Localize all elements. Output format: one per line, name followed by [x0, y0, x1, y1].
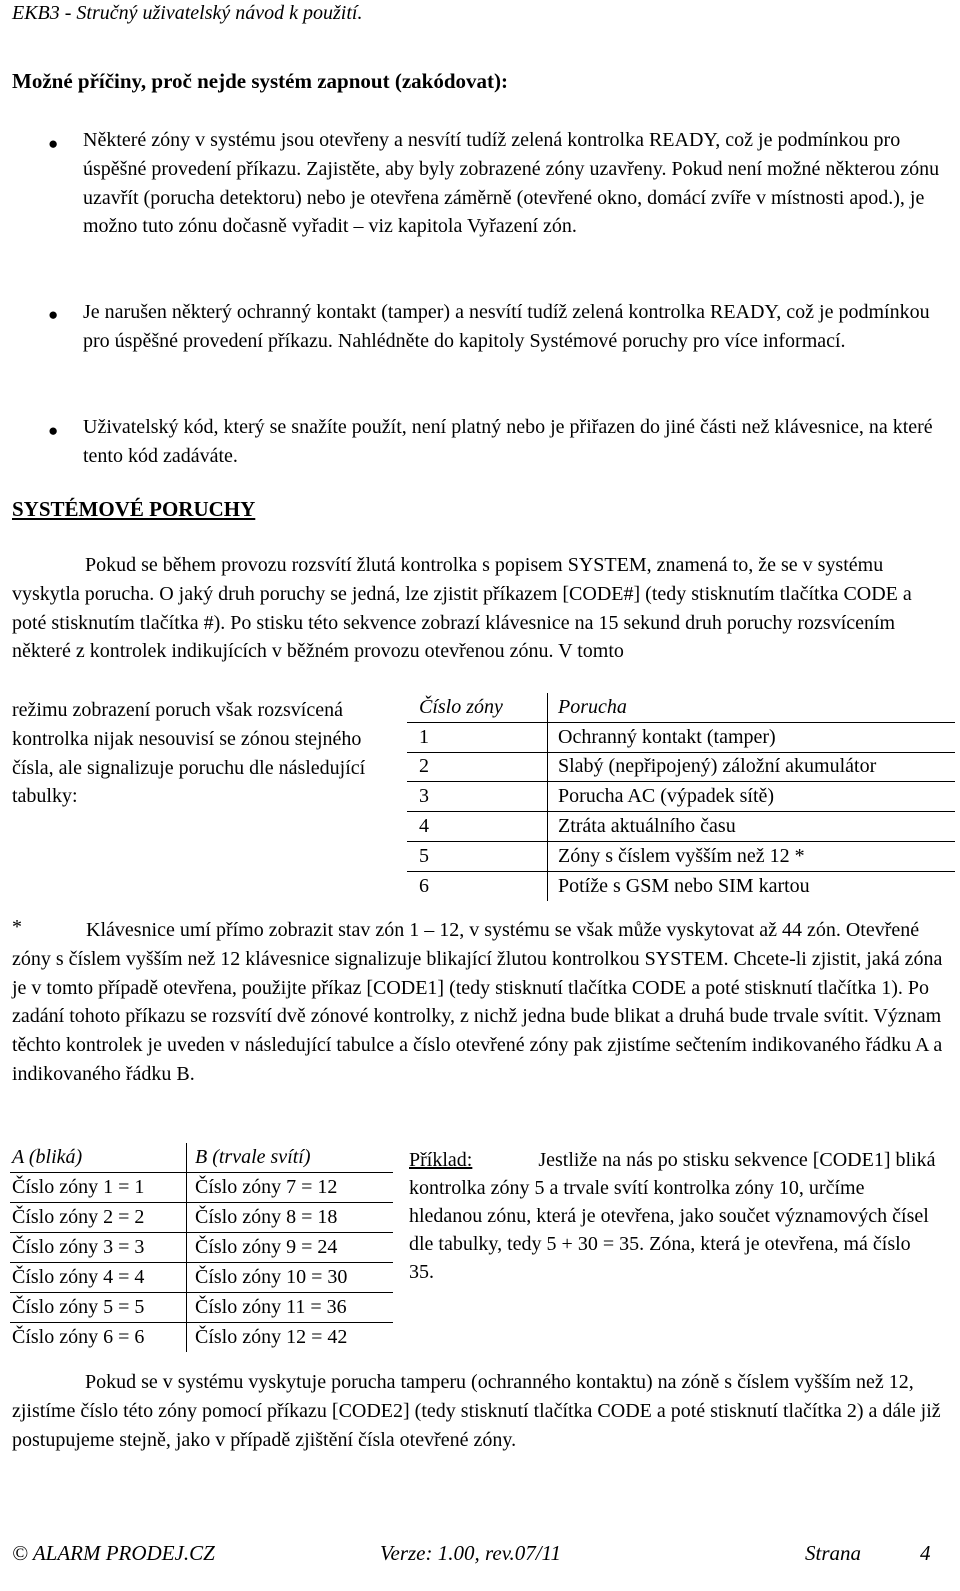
bullet-marker: ●: [48, 421, 59, 440]
table-row: [407, 752, 955, 782]
table-row: [407, 871, 955, 900]
blinking-zone-value: Číslo zóny 3 = 3: [10, 1233, 187, 1263]
cause-item: Některé zóny v systému jsou otevřeny a nesvítí tudíž zelená kontrolka READY, což je podmínkou pro úspěšné provedení příkazu. Zajistěte, aby byly zobrazené zóny uzavřeny. Pokud není možné některou zónu uzavřít (porucha detektoru) nebo je otevřena záměrně (otevřené okno, domácí zvíře v místnosti apod.), je možno tuto zónu dočasně vyřadit – viz kapitola Vyřazení zón.: [83, 129, 940, 238]
example-label: Příklad:: [409, 1149, 473, 1171]
fault-description: Porucha AC (výpadek sítě): [548, 782, 956, 812]
column-b-header: B (trvale svítí): [187, 1143, 394, 1173]
cause-item: Uživatelský kód, který se snažíte použít, není platný nebo je přiřazen do jiné části než klávesnice, na které tento kód zadáváte.: [83, 416, 933, 467]
fault-description: Ochranný kontakt (tamper): [548, 722, 956, 752]
fault-description: Zóny s číslem vyšším než 12 *: [548, 841, 956, 871]
zone-number: 4: [407, 812, 548, 842]
table-row: [407, 841, 955, 871]
example-text: Jestliže na nás po stisku sekvence [CODE1] bliká kontrolka zóny 5 a trvale svítí kontrolka zóny 10, určíme hledanou zónu, která je otevřena, jako součet významových čísel dle tabulky, tedy 5 + 30 = 35. Zóna, která je otevřena, má číslo 35.: [409, 1149, 936, 1283]
table-row: [10, 1323, 393, 1353]
table-row: [10, 1203, 393, 1233]
column-a-header: A (bliká): [10, 1143, 187, 1173]
table-row: [10, 1173, 393, 1203]
blinking-zone-value: Číslo zóny 2 = 2: [10, 1203, 187, 1233]
section-title: SYSTÉMOVÉ PORUCHY: [12, 497, 256, 521]
example-block: [409, 1146, 939, 1286]
zone-number: 6: [407, 871, 548, 900]
trouble-table: [407, 693, 955, 901]
bullet-marker: ●: [48, 134, 59, 153]
causes-heading: Možné příčiny, proč nejde systém zapnout (zakódovat):: [12, 69, 508, 93]
zone-value-table: [10, 1143, 393, 1352]
trouble-table-header: [407, 693, 955, 722]
fault-description: Potíže s GSM nebo SIM kartou: [558, 874, 810, 897]
zone-table-header: [10, 1143, 393, 1173]
table-side-text: režimu zobrazení poruch však rozsvícená kontrolka nijak nesouvisí se zónou stejného čísla, ale signalizuje poruchu dle následující tabulky:: [12, 699, 366, 808]
table-row: [407, 812, 955, 842]
steady-zone-value: Číslo zóny 11 = 36: [187, 1293, 394, 1323]
fault-description: Ztráta aktuálního času: [548, 812, 956, 842]
blinking-zone-value: Číslo zóny 5 = 5: [10, 1293, 187, 1323]
footnote-paragraph: Klávesnice umí přímo zobrazit stav zón 1 – 12, v systému se však může vyskytovat až 44 zón. Otevřené zóny s číslem vyšším než 12 klávesnice signalizuje blikající žlutou kontrolkou SYSTEM. Chcete-li zjistit, jaká zóna je v tomto případě otevřena, použijte příkaz [CODE1] (tedy stisknutí tlačítka CODE a poté stisknutí tlačítka 1). Po zadání tohoto příkazu se rozsvítí dvě zónové kontrolky, z nichž jedna bude blikat a druhá bude trvale svítit. Význam těchto kontrolek je uveden v následující tabulce a číslo otevřené zóny pak zjistíme sečtením indikovaného řádku A a indikovaného řádku B.: [12, 919, 943, 1085]
fault-description: Slabý (nepřipojený) záložní akumulátor: [548, 752, 956, 782]
footer-page-number: 4: [920, 1541, 931, 1565]
zone-number: 5: [407, 841, 548, 871]
cause-item: Je narušen některý ochranný kontakt (tamper) a nesvítí tudíž zelená kontrolka READY, což je podmínkou pro úspěšné provedení příkazu. Nahlédněte do kapitoly Systémové poruchy pro více informací.: [83, 301, 930, 352]
blinking-zone-value: Číslo zóny 4 = 4: [10, 1263, 187, 1293]
footer-page-label: Strana: [805, 1541, 862, 1565]
zone-number: 1: [407, 722, 548, 752]
blinking-zone-value: Číslo zóny 1 = 1: [10, 1173, 187, 1203]
bullet-marker: ●: [48, 305, 59, 324]
blinking-zone-value: Číslo zóny 6 = 6: [10, 1323, 187, 1353]
final-paragraph: Pokud se v systému vyskytuje porucha tamperu (ochranného kontaktu) na zóně s číslem vyšším než 12, zjistíme číslo této zóny pomocí příkazu [CODE2] (tedy stisknutí tlačítka CODE a poté stisknutí tlačítka 2) a dále již postupujeme stejně, jako v případě zjištění čísla otevřené zóny.: [12, 1371, 941, 1451]
steady-zone-value: Číslo zóny 8 = 18: [187, 1203, 394, 1233]
zone-number: 2: [407, 752, 548, 782]
running-header: EKB3 - Stručný uživatelský návod k použití.: [12, 2, 363, 24]
steady-zone-value: Číslo zóny 7 = 12: [187, 1173, 394, 1203]
steady-zone-value: Číslo zóny 12 = 42: [195, 1326, 348, 1348]
footer-copyright: © ALARM PRODEJ.CZ: [12, 1541, 215, 1565]
footnote-marker: *: [12, 916, 22, 938]
trouble-header-fault: Porucha: [548, 693, 956, 722]
table-row: [10, 1263, 393, 1293]
intro-paragraph: Pokud se během provozu rozsvítí žlutá kontrolka s popisem SYSTEM, znamená to, že se v systému vyskytla porucha. O jaký druh poruchy se jedná, lze zjistit příkazem [CODE#] (tedy stisknutím tlačítka CODE a poté stisknutím tlačítka #). Po stisku této sekvence zobrazí klávesnice na 15 sekund druh poruchy rozsvícením některé z kontrolek indikujících v běžném provozu otevřenou zónu. V tomto: [12, 554, 912, 663]
steady-zone-value: Číslo zóny 10 = 30: [187, 1263, 394, 1293]
table-row: [10, 1233, 393, 1263]
zone-number: 3: [407, 782, 548, 812]
table-row: [407, 722, 955, 752]
table-row: [10, 1293, 393, 1323]
table-row: [407, 782, 955, 812]
footer-version: Verze: 1.00, rev.07/11: [380, 1541, 561, 1565]
trouble-header-zone: Číslo zóny: [407, 693, 548, 722]
steady-zone-value: Číslo zóny 9 = 24: [187, 1233, 394, 1263]
